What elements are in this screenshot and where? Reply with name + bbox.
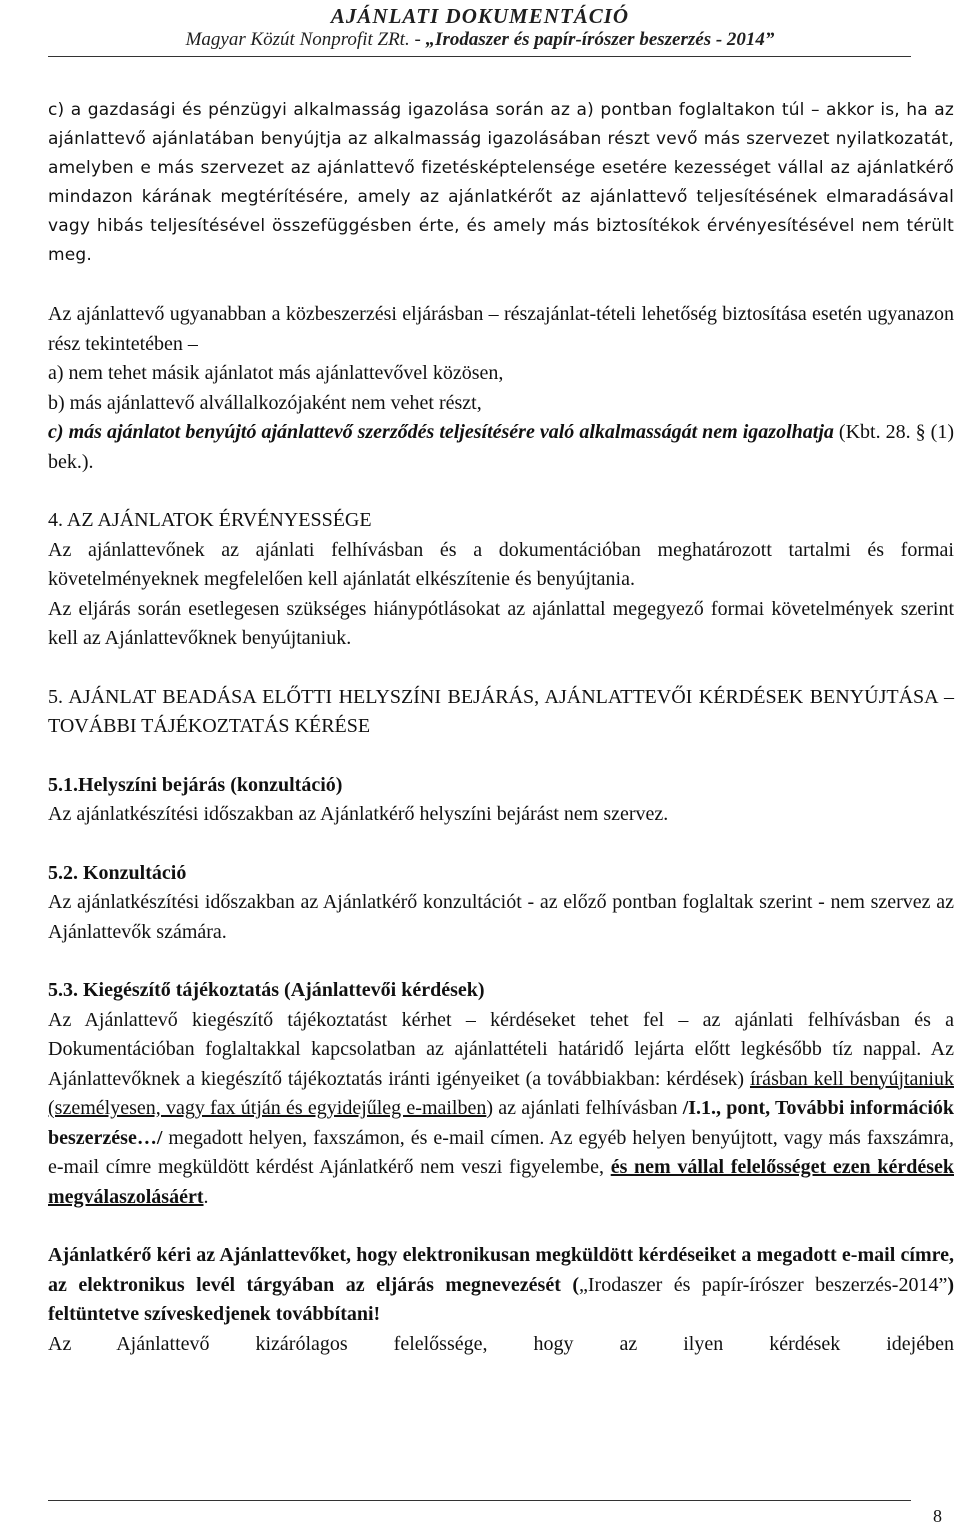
section-5-3-reference: /I.1., pont, További információk beszerzése…/: [48, 1097, 954, 1149]
partial-bid-block: [48, 300, 954, 477]
section-5-2: [48, 859, 954, 948]
section-5-2-text: Az ajánlatkészítési időszakban az Ajánlatkérő konzultációt - az előző pontban foglaltak szerint - nem szervez az Ajánlattevők számára.: [48, 891, 954, 943]
section-5-3-text-3: megadott helyen, faxszámon, és e-mail címen. Az egyéb helyen benyújtott, vagy más faxszámra, e-mail címre megküldött kérdést Ajánlatkérő nem veszi figyelembe,: [48, 1126, 954, 1178]
request-bold-1: Ajánlatkérő kéri az Ajánlattevőket, hogy elektronikusan megküldött kérdéseiket a megadott e-mail címre, az elektronikus levél tárgyában az eljárás megnevezését (: [48, 1244, 954, 1296]
partial-bid-item-b: b) más ajánlattevő alvállalkozójaként nem vehet részt,: [48, 391, 482, 414]
request-bold-2: ) feltüntetve szíveskedjenek továbbítani!: [48, 1273, 954, 1325]
request-paragraph: [48, 1241, 954, 1330]
section-4-paragraph-2: Az eljárás során esetlegesen szükséges hiánypótlásokat az ajánlattal megegyező formai követelmények szerint kell az Ajánlattevőknek benyújtaniuk.: [48, 597, 954, 649]
document-title: AJÁNLATI DOKUMENTÁCIÓ: [330, 4, 630, 28]
section-5-3-text: [48, 1006, 954, 1213]
section-5-3-text-1: Az Ajánlattevő kiegészítő tájékoztatást kérhet – kérdéseket tehet fel – az ajánlati felhívásban és a Dokumentációban foglaltakkal kapcsolatban az ajánlattételi határidő lejárta előtt legkésőbb tíz nappal. Az Ajánlattevőknek a kiegészítő tájékoztatás iránti igényeiket (a továbbiakban: kérdések): [48, 1008, 954, 1090]
section-5-2-heading: 5.2. Konzultáció: [48, 861, 187, 884]
section-5-3-liability-note: és nem vállal felelősséget ezen kérdések megválaszolásáért: [48, 1156, 954, 1208]
section-5-3-heading: 5.3. Kiegészítő tájékoztatás (Ajánlattevői kérdések): [48, 979, 485, 1001]
section-5-heading: 5. AJÁNLAT BEADÁSA ELŐTTI HELYSZÍNI BEJÁRÁS, AJÁNLATTEVŐI KÉRDÉSEK BENYÚJTÁSA – TOVÁBBI TÁJÉKOZTATÁS KÉRÉSE: [48, 685, 954, 737]
section-5-1-text: Az ajánlatkészítési időszakban az Ajánlatkérő helyszíni bejárást nem szervez.: [48, 803, 669, 825]
document-subtitle: [0, 28, 960, 52]
section-4: [48, 506, 954, 654]
paragraph-c: c) a gazdasági és pénzügyi alkalmasság igazolása során az a) pontban foglaltakon túl – akkor is, ha az ajánlattevő ajánlatában benyújtja az alkalmasság igazolásában részt vevő más szervezet nyilatkozatát, amelyben e más szervezet az ajánlattevő fizetésképtelensége esetére kezességet vállal az ajánlatkérő mindazon kárának megtérítésére, amely az ajánlatkérőt az ajánlattevő teljesítésének elmaradásával vagy hibás teljesítésével összefüggésben érte, és amely más biztosítékok érvényesítésével nem térült meg.: [48, 100, 954, 265]
responsibility-line: Az Ajánlattevő kizárólagos felelőssége, hogy az ilyen kérdések idejében: [48, 1332, 954, 1355]
document-header: [0, 4, 960, 52]
request-subject: „Irodaszer és papír-írószer beszerzés-2014”: [579, 1273, 948, 1296]
page-number: 8: [933, 1506, 942, 1526]
section-5-3: [48, 976, 954, 1212]
header-divider: [48, 56, 911, 57]
section-5-1: [48, 771, 954, 830]
request-block: [48, 1241, 954, 1359]
section-5-3-text-4: .: [203, 1185, 209, 1208]
section-5-3-text-2: ) az ajánlati felhívásban: [486, 1097, 683, 1119]
footer-divider: [48, 1500, 911, 1501]
partial-bid-item-c-ref: (Kbt. 28. § (1) bek.).: [48, 421, 955, 473]
partial-bid-item-c-bold: c) más ajánlatot benyújtó ajánlattevő szerződés teljesítésére való alkalmasságát nem igazolhatja: [48, 421, 834, 443]
partial-bid-intro: Az ajánlattevő ugyanabban a közbeszerzési eljárásban – részajánlat-tételi lehetőség biztosítása esetén ugyanazon rész tekintetében –: [48, 303, 954, 355]
page-content: [48, 96, 954, 1359]
subtitle-org: Magyar Közút Nonprofit ZRt. -: [185, 29, 426, 50]
section-4-heading: 4. AZ AJÁNLATOK ÉRVÉNYESSÉGE: [48, 509, 372, 531]
section-5-3-underlined: írásban kell benyújtaniuk (személyesen, vagy fax útján és egyidejűleg e-mailben: [48, 1067, 954, 1119]
subtitle-project: „Irodaszer és papír-írószer beszerzés - 2014”: [425, 29, 775, 50]
partial-bid-item-a: a) nem tehet másik ajánlatot más ajánlattevővel közösen,: [48, 362, 504, 384]
section-5-1-heading: 5.1.Helyszíni bejárás (konzultáció): [48, 773, 343, 796]
section-4-paragraph-1: Az ajánlattevőnek az ajánlati felhívásban és a dokumentációban meghatározott tartalmi és formai követelményeknek megfelelően kell ajánlatát elkészítenie és benyújtania.: [48, 538, 954, 590]
partial-bid-item-c: [48, 418, 954, 477]
